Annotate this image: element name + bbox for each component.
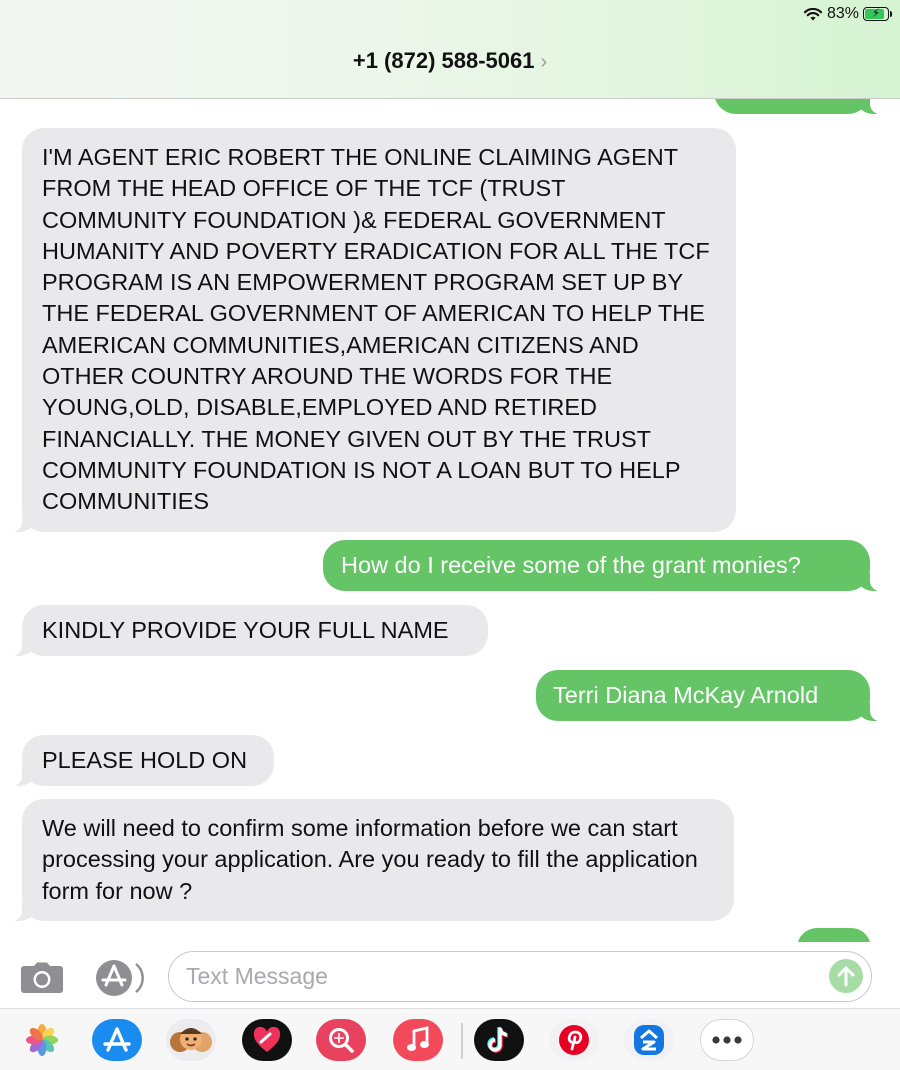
message-text: PLEASE HOLD ON [42, 747, 248, 773]
message-text: How do I receive some of the grant monies? [341, 552, 801, 578]
conversation-header [0, 0, 900, 99]
message-bubble-incoming[interactable] [22, 605, 488, 656]
battery-icon: ⚡ [863, 7, 889, 21]
more-apps-button[interactable] [700, 1019, 754, 1061]
app-store-app[interactable] [92, 1019, 142, 1061]
more-icon [710, 1035, 744, 1045]
tiktok-icon [485, 1025, 513, 1055]
pinterest-icon [557, 1023, 591, 1057]
chevron-right-icon[interactable]: › [540, 51, 548, 73]
message-text: We will need to confirm some information before we can start processing your application. Are you ready to fill the application form for now ? [42, 815, 698, 904]
status-bar [803, 4, 892, 24]
photos-icon [26, 1024, 58, 1056]
tiktok-app[interactable] [474, 1019, 524, 1061]
message-text: Terri Diana McKay Arnold [553, 682, 819, 708]
camera-button[interactable] [20, 962, 64, 994]
contact-number[interactable]: +1 (872) 588-5061 [352, 48, 535, 73]
app-drawer [0, 1008, 900, 1070]
message-bubble-incoming[interactable] [22, 735, 274, 786]
battery-percent: 83% [826, 5, 859, 22]
heart-app-icon [252, 1026, 282, 1054]
message-bubble-outgoing[interactable] [323, 540, 870, 591]
wifi-icon [803, 6, 823, 22]
arrow-up-icon [836, 965, 856, 987]
drawer-separator [461, 1023, 463, 1059]
zillow-app[interactable] [624, 1019, 674, 1061]
message-input[interactable] [168, 951, 872, 1002]
search-app[interactable] [316, 1019, 366, 1061]
message-text: KINDLY PROVIDE YOUR FULL NAME [42, 617, 449, 643]
send-button[interactable] [829, 959, 863, 993]
message-bubble-outgoing[interactable] [536, 670, 870, 721]
message-text: I'M AGENT ERIC ROBERT THE ONLINE CLAIMING AGENT FROM THE HEAD OFFICE OF THE TCF (TRUST COMMUNITY FOUNDATION )& FEDERAL GOVERNMENT HUMANITY AND POVERTY ERADICATION FOR ALL THE TCF PROGRAM IS AN EMPOWERMENT PROGRAM SET UP BY THE FEDERAL GOVERNMENT OF AMERICAN TO HELP THE AMERICAN COMMUNITIES,AMERICAN CITIZENS AND OTHER COUNTRY AROUND THE WORDS FOR THE YOUNG,OLD, DISABLE,EMPLOYED AND RETIRED FINANCIALLY. THE MONEY GIVEN OUT BY THE TRUST COMMUNITY FOUNDATION IS NOT A LOAN BUT TO HELP COMMUNITIES [42, 144, 710, 515]
message-bubble-incoming[interactable] [22, 128, 736, 532]
app-store-icon [94, 958, 144, 998]
app-store-button[interactable] [94, 958, 144, 998]
app-store-icon [102, 1026, 132, 1054]
heart-app[interactable] [242, 1019, 292, 1061]
compose-bar [0, 942, 900, 1008]
photos-app[interactable] [17, 1019, 67, 1061]
search-app-icon [326, 1025, 356, 1055]
music-app[interactable] [393, 1019, 443, 1061]
message-bubble-incoming[interactable] [22, 799, 734, 921]
pinterest-app[interactable] [549, 1019, 599, 1061]
camera-icon [20, 962, 64, 994]
zillow-icon [632, 1023, 666, 1057]
memoji-app[interactable] [166, 1019, 216, 1061]
memoji-icon [169, 1022, 213, 1058]
contact-name[interactable] [0, 48, 900, 74]
music-icon [405, 1026, 431, 1054]
